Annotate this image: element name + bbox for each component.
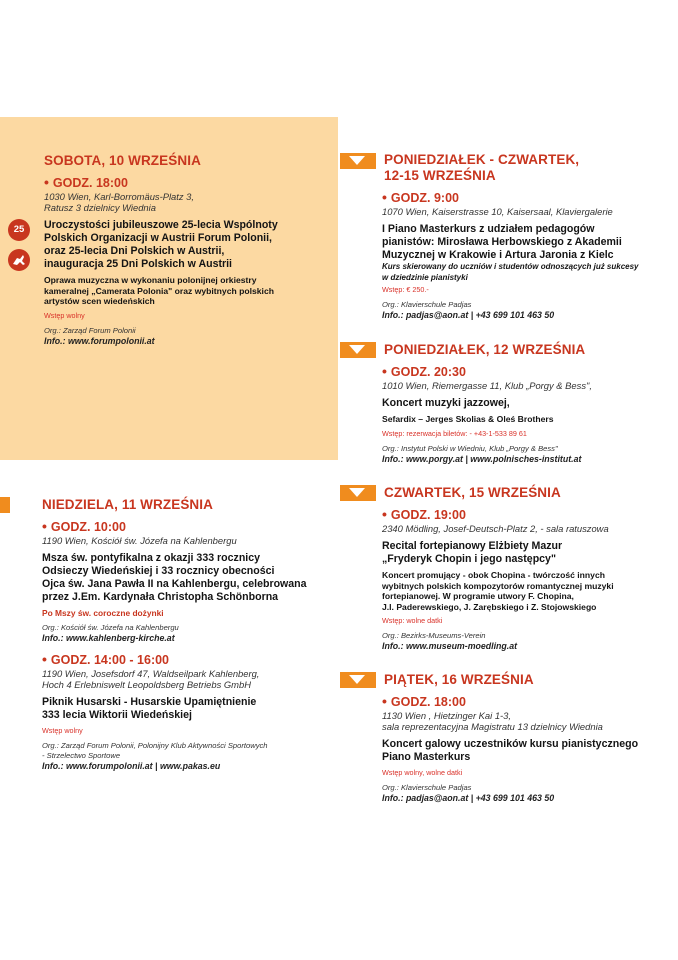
organizer: Org.: Klavierschule Padjas: [382, 300, 472, 309]
event-address: Hoch 4 Erlebniswelt Leopoldsberg Betriebs GmbH: [42, 679, 251, 690]
badge-25-icon: 25: [8, 219, 30, 241]
info-link: Info.: www.kahlenberg-kirche.at: [42, 633, 175, 643]
event-description: Koncert promujący - obok Chopina - twórczość innych wybitnych polskich kompozytorów romantycznej muzyki fortepianowej. W programie utwory F. Chopina, J.I. Paderewskiego, J. Zarębskiego i Z. Stojowskiego: [382, 570, 614, 612]
entry-info: Po Mszy św. coroczne dożynki: [42, 608, 164, 618]
event-address: sala reprezentacyjna Magistratu 13 dzielnicy Wiednia: [382, 721, 603, 732]
arrow-marker-icon: [340, 342, 376, 358]
event-title: Koncert muzyki jazzowej,: [382, 397, 510, 409]
arrow-marker-icon: [340, 485, 376, 501]
entry-info: Wstęp: rezerwacja biletów: - +43-1-533 89 61: [382, 428, 527, 438]
organizer: Org.: Zarząd Forum Polonii: [44, 325, 136, 335]
event-title: Koncert galowy uczestników kursu pianistycznego Piano Masterkurs: [382, 738, 639, 763]
event-time: • GODZ. 14:00 - 16:00: [42, 651, 170, 667]
day-heading: PONIEDZIAŁEK - CZWARTEK,: [384, 152, 580, 167]
monday-thursday-block: [340, 152, 670, 321]
info-link: Info.: www.museum-moedling.at: [382, 641, 518, 651]
day-heading: NIEDZIELA, 11 WRZEŚNIA: [42, 497, 213, 512]
info-link: Info.: www.forumpolonii.at | www.pakas.eu: [42, 761, 221, 771]
entry-info: Wstęp: € 250.-: [382, 285, 429, 294]
event-address: 1070 Wien, Kaiserstrasse 10, Kaisersaal, Klaviergalerie: [382, 206, 613, 217]
thursday-block: [340, 485, 670, 652]
entry-info: Wstęp wolny: [42, 726, 83, 735]
event-address: 1030 Wien, Karl-Borromäus-Platz 3,: [44, 191, 194, 202]
arrow-marker-icon: [340, 672, 376, 688]
organizer: Org.: Instytut Polski w Wiedniu, Klub „Porgy & Bess": [382, 443, 558, 453]
event-title: Msza św. pontyfikalna z okazji 333 rocznicy Odsieczy Wiedeńskiej i 33 rocznicy obecności Ojca św. Jana Pawła II na Kahlenbergu, celebrowana przez J.Em. Kardynała Christopha Schönborna: [42, 552, 307, 603]
event-title: I Piano Masterkurs z udziałem pedagogów pianistów: Mirosława Herbowskiego z Akademii Muzycznej w Krakowie i Artura Jaronia z Kielc: [382, 223, 622, 261]
arrow-marker-icon: [340, 153, 376, 169]
day-heading: 12-15 WRZEŚNIA: [384, 168, 496, 183]
entry-info: Wstęp wolny, wolne datki: [382, 768, 463, 777]
event-time: • GODZ. 9:00: [382, 189, 459, 205]
event-time: • GODZ. 20:30: [382, 363, 466, 379]
event-title: Piknik Husarski - Husarskie Upamiętnienie 333 lecia Wiktorii Wiedeńskiej: [42, 696, 257, 721]
info-link: Info.: www.porgy.at | www.polnisches-institut.at: [382, 453, 582, 464]
event-address: 1130 Wien , Hietzinger Kai 1-3,: [382, 710, 511, 721]
monday-block: [340, 342, 670, 465]
day-heading: CZWARTEK, 15 WRZEŚNIA: [384, 485, 561, 500]
event-time: • GODZ. 18:00: [44, 174, 128, 190]
event-address: Ratusz 3 dzielnicy Wiednia: [44, 202, 156, 213]
friday-block: [340, 672, 670, 804]
event-time: • GODZ. 10:00: [42, 518, 126, 534]
entry-info: Wstęp wolny: [44, 310, 85, 320]
event-time: • GODZ. 18:00: [382, 693, 466, 709]
organizer: Org.: Klavierschule Padjas: [382, 783, 472, 792]
event-address: 1190 Wien, Josefsdorf 47, Waldseilpark Kahlenberg,: [42, 668, 260, 679]
event-description: Sefardix – Jerges Skolias & Oleś Brothers: [382, 414, 554, 424]
sunday-block: [18, 497, 338, 772]
day-heading: PIĄTEK, 16 WRZEŚNIA: [384, 672, 534, 687]
section-marker: [0, 497, 10, 513]
info-link: Info.: www.forumpolonii.at: [44, 335, 155, 346]
info-link: Info.: padjas@aon.at | +43 699 101 463 50: [382, 793, 555, 803]
organizer: Org.: Kościół św. Józefa na Kahlenbergu: [42, 623, 179, 632]
event-title: Recital fortepianowy Elżbiety Mazur „Fryderyk Chopin i jego następcy": [382, 540, 563, 565]
event-address: 2340 Mödling, Josef-Deutsch-Platz 2, - sala ratuszowa: [382, 523, 609, 534]
saturday-block: [44, 153, 334, 347]
event-address: 1190 Wien, Kościół św. Józefa na Kahlenbergu: [42, 535, 237, 546]
event-description: Oprawa muzyczna w wykonaniu polonijnej orkiestry kameralnej „Camerata Polonia" oraz wybitnych polskich artystów scen wiedeńskich: [44, 275, 274, 306]
day-heading: SOBOTA, 10 WRZEŚNIA: [44, 153, 201, 168]
event-address: 1010 Wien, Riemergasse 11, Klub „Porgy & Bess",: [382, 380, 592, 391]
event-description: Kurs skierowany do uczniów i studentów odnoszących już sukcesy w dziedzinie pianistyki: [382, 262, 639, 282]
organizer: - Strzelectwo Sportowe: [42, 751, 121, 760]
organizer: Org.: Zarząd Forum Polonii, Polonijny Klub Aktywności Sportowych: [42, 741, 268, 750]
info-link: Info.: padjas@aon.at | +43 699 101 463 50: [382, 310, 555, 320]
organizer: Org.: Bezirks-Museums-Verein: [382, 631, 486, 640]
event-time: • GODZ. 19:00: [382, 506, 466, 522]
day-heading: PONIEDZIAŁEK, 12 WRZEŚNIA: [384, 342, 586, 357]
horseman-icon: [8, 249, 30, 271]
entry-info: Wstęp: wolne datki: [382, 616, 443, 625]
event-title: Uroczystości jubileuszowe 25-lecia Wspólnoty Polskich Organizacji w Austrii Forum Polonii, oraz 25-lecia Dni Polskich w Austrii, inauguracja 25 Dni Polskich w Austrii: [44, 219, 278, 270]
